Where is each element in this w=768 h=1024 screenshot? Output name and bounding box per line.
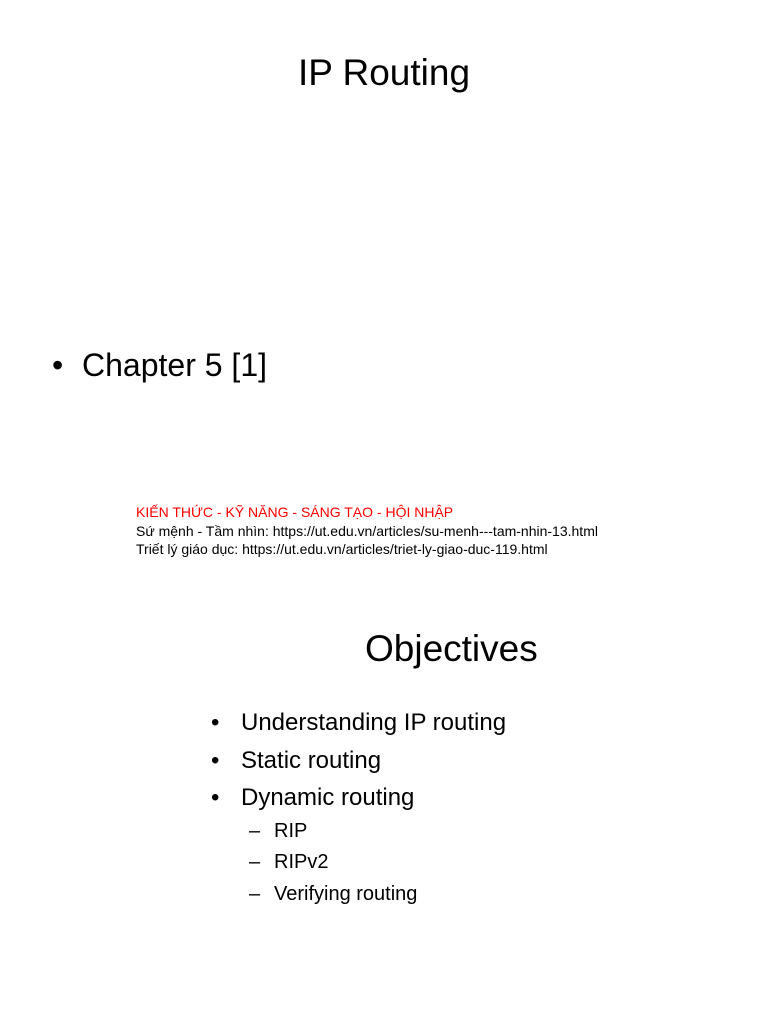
- sub-objective-item: [249, 881, 417, 907]
- bullet-icon: •: [211, 784, 220, 811]
- sub-objective-item: [249, 849, 328, 875]
- sub-objective-item: [249, 818, 307, 844]
- sub-objective-label: Verifying routing: [274, 883, 418, 905]
- dash-icon: –: [249, 851, 261, 873]
- objective-item: [211, 783, 414, 813]
- sub-objective-label: RIP: [274, 820, 308, 842]
- sub-objective-label: RIPv2: [274, 851, 329, 873]
- chapter-bullet-item: [52, 345, 267, 385]
- motto-text: KIẾN THỨC - KỸ NĂNG - SÁNG TẠO - HỘI NHẬP: [136, 504, 454, 520]
- objective-label: Dynamic routing: [241, 784, 415, 811]
- slide-title: IP Routing: [297, 52, 471, 93]
- objective-label: Understanding IP routing: [241, 709, 507, 736]
- bullet-icon: •: [52, 347, 64, 383]
- objective-item: [211, 708, 506, 738]
- bullet-icon: •: [211, 747, 220, 774]
- philosophy-link-text: Triết lý giáo dục: https://ut.edu.vn/articles/triet-ly-giao-duc-119.html: [136, 541, 548, 557]
- objectives-title: Objectives: [365, 628, 538, 669]
- chapter-label: Chapter 5 [1]: [82, 347, 267, 383]
- objective-label: Static routing: [241, 747, 382, 774]
- bullet-icon: •: [211, 709, 220, 736]
- objective-item: [211, 746, 381, 776]
- mission-link-text: Sứ mệnh - Tầm nhìn: https://ut.edu.vn/articles/su-menh---tam-nhin-13.html: [136, 523, 598, 539]
- dash-icon: –: [249, 883, 261, 905]
- dash-icon: –: [249, 820, 261, 842]
